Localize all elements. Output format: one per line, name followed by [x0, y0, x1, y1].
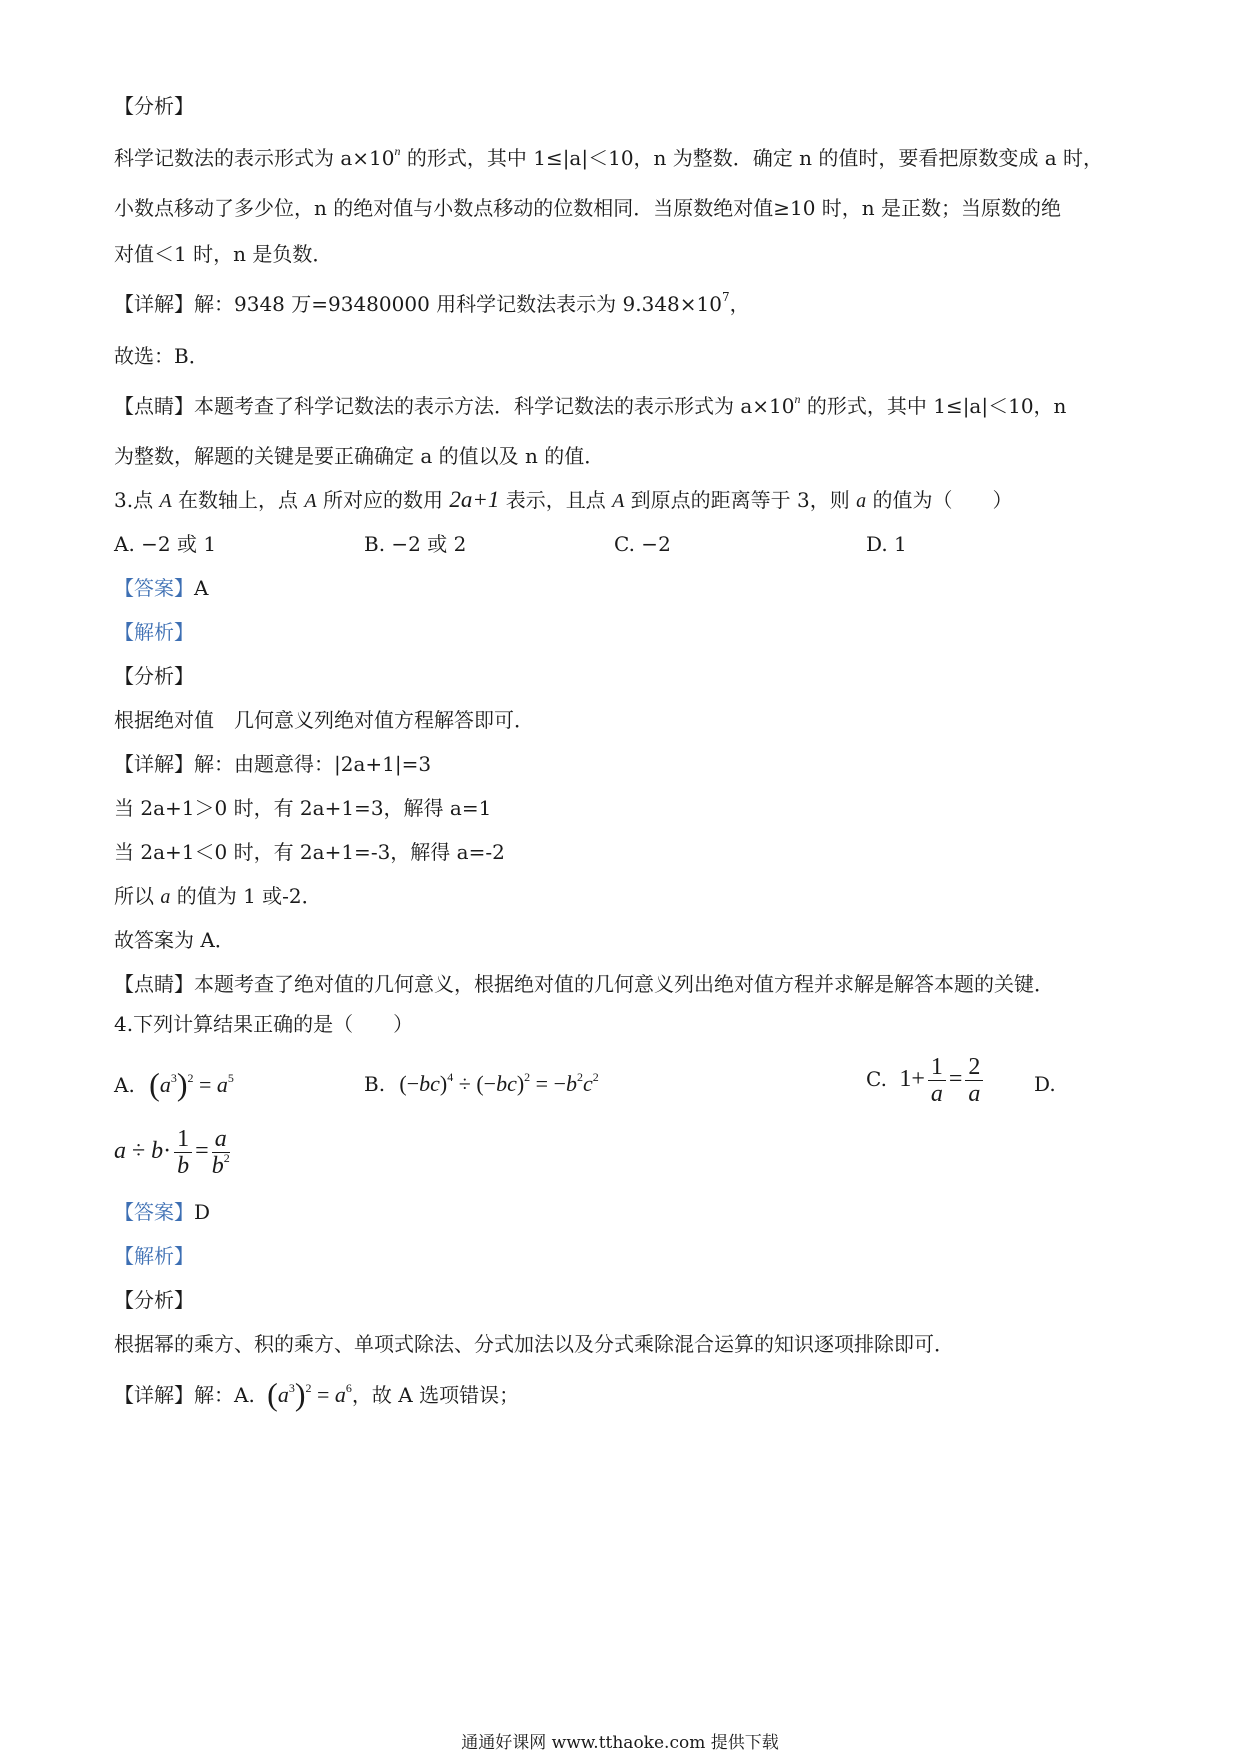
question-4-options — [114, 1054, 1132, 1120]
question-3-analysis-heading: 【分析】 — [114, 664, 194, 688]
analysis-heading: 【分析】 — [114, 94, 194, 118]
option-d: D. 1 — [866, 532, 907, 556]
question-4-jiexi-label: 【解析】 — [114, 1244, 194, 1268]
question-3-analysis: 根据绝对值 几何意义列绝对值方程解答即可． — [114, 708, 534, 732]
question-3-comment: 【点睛】本题考查了绝对值的几何意义，根据绝对值的几何意义列出绝对值方程并求解是解答本题的关键． — [114, 972, 1054, 996]
question-3-choice: 故答案为 A． — [114, 928, 235, 952]
comment-line1: 【点睛】本题考查了科学记数法的表示方法．科学记数法的表示形式为 $a\times 10^n$ 的形式，其中 1≤|a|＜10，n — [114, 392, 1067, 418]
analysis-paragraph-line3: 对值＜1 时，n 是负数． — [114, 242, 333, 266]
comment-line2: 为整数，解题的关键是要正确确定 a 的值以及 n 的值． — [114, 444, 605, 468]
detail-solution: 【详解】解：9348 万=93480000 用科学记数法表示为 $9.348\times 10^7$， — [114, 290, 750, 316]
choice-line: 故选：B． — [114, 344, 209, 368]
option-b: B. −2 或 2 — [364, 532, 467, 556]
option-a: A. $(a^3)^2 = a^5$ — [114, 1066, 234, 1102]
question-4-answer: 【答案】D — [114, 1200, 211, 1224]
option-a-formula: $(a^3)^2 = a^5$ — [149, 1066, 234, 1102]
option-c-formula: 1+ $\frac{1}{a}$ = $\frac{2}{a}$ — [899, 1066, 986, 1092]
option-b: B. $(-bc)^4 \div (-bc)^2 = -b^2c^2$ — [364, 1069, 599, 1096]
question-4-option-d-formula: a ÷ b· $\frac{1}{b}$ = $\frac{a}{b^2}$ — [114, 1126, 230, 1179]
question-3-stem: 3.点 A 在数轴上，点 A 所对应的数用 2a+1 表示，且点 A 到原点的距离等于 3，则 a 的值为（ ） — [114, 487, 1013, 512]
question-3-conclusion: 所以 a 的值为 1 或-2． — [114, 884, 322, 908]
question-3-answer: 【答案】A — [114, 576, 209, 600]
option-d: D. — [1034, 1072, 1056, 1096]
analysis-paragraph-line1: 科学记数法的表示形式为 $a\times 10^n$ 的形式，其中 1≤|a|＜10，n 为整数．确定 n 的值时，要看把原数变成 a 时， — [114, 144, 1104, 170]
question-3-jiexi-label: 【解析】 — [114, 620, 194, 644]
question-4-detail: 【详解】解：A. $(a^3)^2 = a^6$，故 A 选项错误； — [114, 1376, 520, 1412]
option-b-formula: $(-bc)^4 \div (-bc)^2 = -b^2c^2$ — [399, 1069, 599, 1096]
option-c: C. −2 — [614, 532, 671, 556]
question-4-analysis-heading: 【分析】 — [114, 1288, 194, 1312]
question-3-detail: 【详解】解：由题意得：|2a+1|=3 — [114, 752, 432, 776]
detail-formula: $(a^3)^2 = a^6$ — [267, 1376, 352, 1412]
analysis-paragraph-line2: 小数点移动了多少位，n 的绝对值与小数点移动的位数相同．当原数绝对值≥10 时，n 是正数；当原数的绝 — [114, 196, 1062, 220]
question-4-analysis: 根据幂的乘方、积的乘方、单项式除法、分式加法以及分式乘除混合运算的知识逐项排除即可． — [114, 1332, 954, 1356]
page-footer: 通通好课网 www.tthaoke.com 提供下载 — [461, 1733, 779, 1753]
option-c: C. 1+ $\frac{1}{a}$ = $\frac{2}{a}$ — [866, 1054, 986, 1107]
question-3-case1: 当 2a+1＞0 时，有 2a+1=3，解得 a=1 — [114, 796, 492, 820]
question-4-stem: 4.下列计算结果正确的是（ ） — [114, 1012, 414, 1036]
question-3-case2: 当 2a+1＜0 时，有 2a+1=-3，解得 a=-2 — [114, 840, 505, 864]
option-a: A. −2 或 1 — [114, 532, 217, 556]
